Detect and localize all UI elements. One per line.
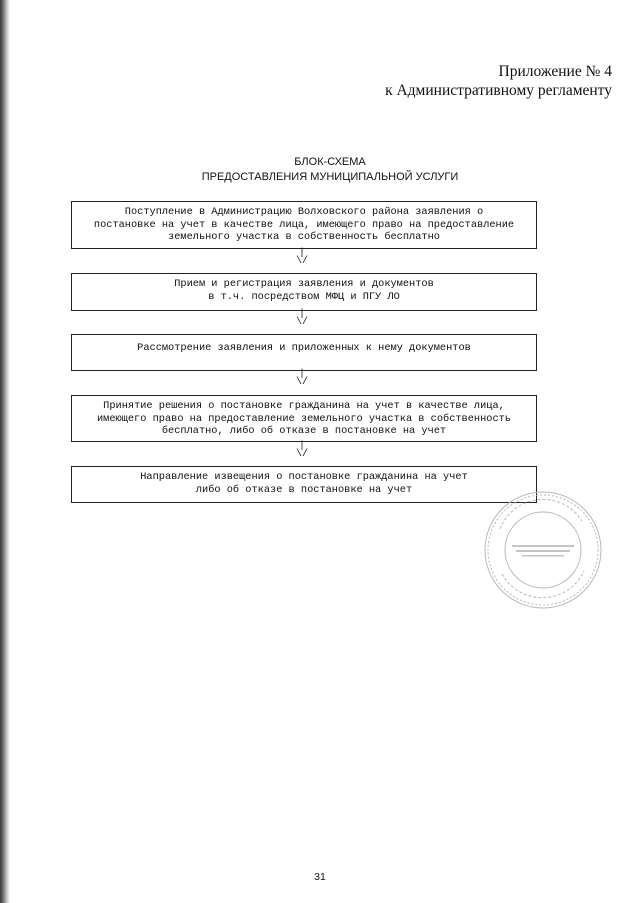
appendix-number: Приложение № 4 — [498, 63, 612, 80]
scheme-title-line-1: БЛОК-СХЕМА — [294, 156, 366, 168]
scan-edge — [0, 0, 10, 903]
flow-step-1 — [71, 201, 537, 249]
step-1-line-2: постановке на учет в качестве лица, имеющего право на предоставление — [93, 218, 515, 231]
flow-arrow-4: | \/ — [295, 441, 308, 460]
flow-arrow-3: | \/ — [295, 369, 308, 388]
scheme-title-line-2: ПРЕДОСТАВЛЕНИЯ МУНИЦИПАЛЬНОЙ УСЛУГИ — [201, 171, 459, 183]
page-number: 31 — [314, 871, 326, 883]
step-5-line-1: Направление извещения о постановке гражданина на учет — [140, 471, 468, 483]
step-1-line-3: земельного участка в собственность бесплатно — [168, 231, 440, 243]
step-1-line-1: Поступление в Администрацию Волховского района заявления о — [124, 206, 484, 218]
step-3-line-1: Рассмотрение заявления и приложенных к нему документов — [137, 342, 471, 354]
appendix-header — [385, 62, 612, 100]
flow-step-2 — [71, 273, 537, 311]
step-4-line-2: имеющего право на предоставление земельного участка в собственность — [96, 412, 511, 425]
flow-arrow-1: | \/ — [295, 248, 308, 267]
seal-stamp-icon — [482, 489, 604, 611]
scheme-title — [200, 155, 460, 185]
appendix-reference: к Административному регламенту — [385, 82, 612, 99]
flow-step-3 — [71, 334, 537, 371]
step-5-line-2: либо об отказе в постановке на учет — [195, 483, 413, 496]
flow-arrow-2: | \/ — [295, 309, 308, 328]
step-2-line-2: в т.ч. посредством МФЦ и ПГУ ЛО — [208, 290, 400, 303]
flow-step-5 — [71, 466, 537, 503]
flow-step-4 — [71, 395, 537, 442]
step-4-line-3: бесплатно, либо об отказе в постановке на учет — [161, 425, 447, 437]
step-4-line-1: Принятие решения о постановке гражданина на учет в качестве лица, — [103, 400, 505, 412]
step-2-line-1: Прием и регистрация заявления и документов — [174, 278, 434, 290]
